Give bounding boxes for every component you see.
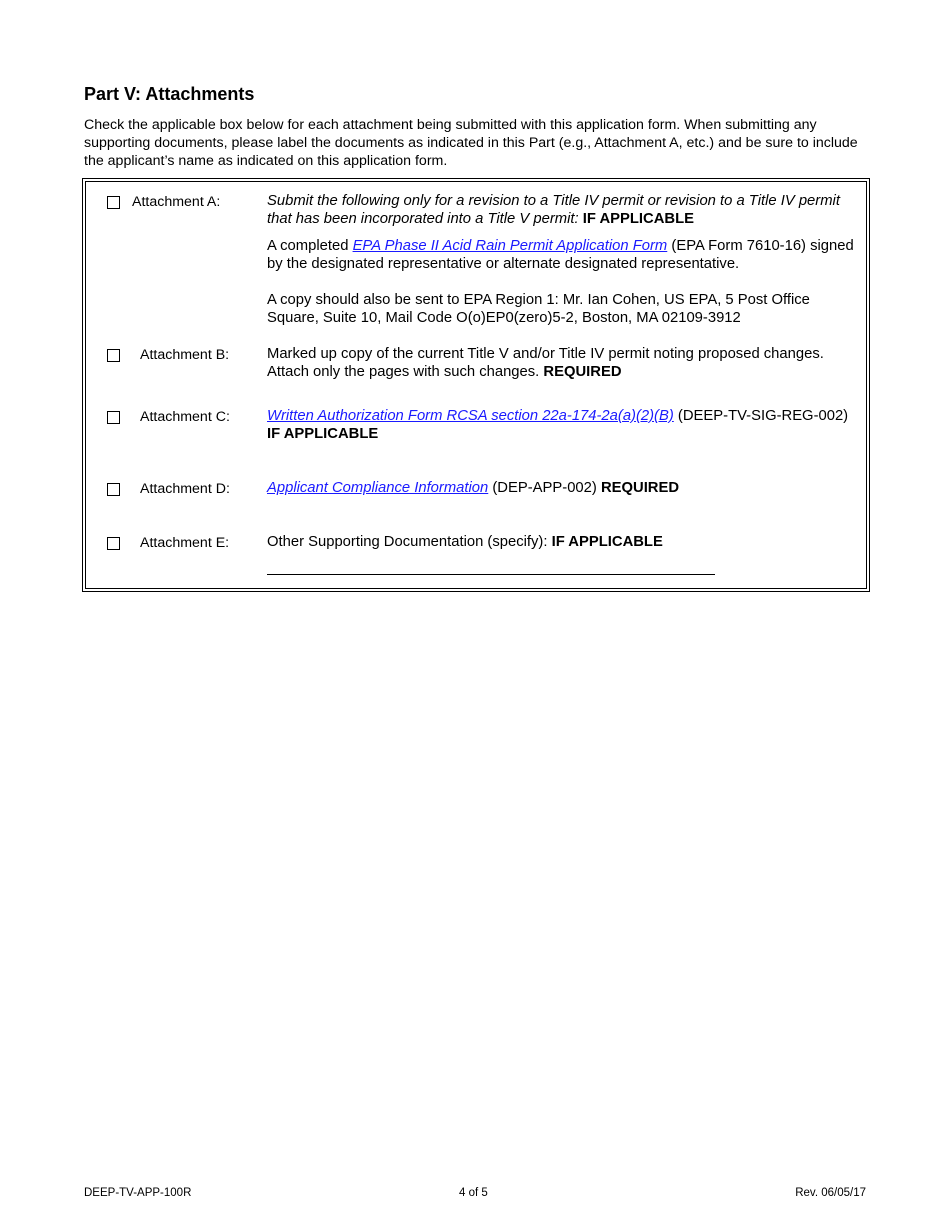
attachment-d-requirement: REQUIRED (600, 480, 680, 496)
attachment-d-checkbox[interactable] (107, 483, 120, 496)
section-title: Part V: Attachments (84, 84, 255, 104)
attachment-e-label: Attachment E: (140, 535, 230, 551)
attachment-b-label: Attachment B: (140, 347, 230, 363)
attachment-d-label: Attachment D: (140, 481, 230, 497)
attachment-b-description (267, 345, 859, 381)
attachment-e-text: Other Supporting Documentation (specify): (267, 534, 548, 550)
attachment-a-condition: Submit the following only for a revision to a Title IV permit or revision to a Title IV permit that has been incorporated into a Title V permit: (267, 193, 840, 227)
attachment-c-label: Attachment C: (140, 409, 230, 425)
attachment-a-requirement: IF APPLICABLE (582, 211, 694, 227)
attachment-e-requirement: IF APPLICABLE (551, 534, 663, 550)
section-instructions: Check the applicable box below for each attachment being submitted with this application form. When submitting any supporting documents, please label the documents as indicated in this Part (e.g., Attachment A, etc.) and be sure to include the applicant’s name as indicated on this application form. (84, 117, 858, 169)
attachment-c-text: (DEEP-TV-SIG-REG-002) (677, 408, 849, 424)
attachment-a-label: Attachment A: (132, 194, 221, 210)
attachment-b-checkbox[interactable] (107, 349, 120, 362)
attachments-table (82, 178, 870, 592)
attachment-c-checkbox[interactable] (107, 411, 120, 424)
attachment-c-requirement: IF APPLICABLE (267, 426, 379, 442)
attachment-e-checkbox[interactable] (107, 537, 120, 550)
revision-date: Rev. 06/05/17 (795, 1187, 866, 1199)
attachment-d-text: (DEP-APP-002) (492, 480, 597, 496)
epa-acid-rain-form-link[interactable]: EPA Phase II Acid Rain Permit Application Form (352, 238, 668, 254)
attachment-a-text: A completed (267, 238, 349, 254)
attachment-c-description (267, 407, 859, 443)
attachment-d-description (267, 479, 859, 497)
page-number: 4 of 5 (459, 1187, 488, 1199)
attachment-a-checkbox[interactable] (107, 196, 120, 209)
attachment-b-requirement: REQUIRED (543, 364, 622, 380)
attachment-a-copy-note: A copy should also be sent to EPA Region 1: Mr. Ian Cohen, US EPA, 5 Post Office Square, Suite 10, Mail Code O(o)EP0(zero)5-2, Boston, MA 02109-3912 (267, 292, 810, 326)
written-authorization-form-link[interactable]: Written Authorization Form RCSA section 22a-174-2a(a)(2)(B) (267, 408, 674, 424)
attachment-b-text: Marked up copy of the current Title V and/or Title IV permit noting proposed changes. Attach only the pages with such changes. (267, 346, 824, 380)
attachment-a-description (267, 192, 859, 327)
applicant-compliance-link[interactable]: Applicant Compliance Information (267, 480, 489, 496)
attachment-a-form-details: (EPA Form 7610-16) signed by the designated representative or alternate designated representative. (267, 238, 854, 272)
form-id: DEEP-TV-APP-100R (84, 1187, 192, 1199)
specify-input-line[interactable] (267, 574, 715, 575)
attachment-e-description (267, 533, 859, 551)
